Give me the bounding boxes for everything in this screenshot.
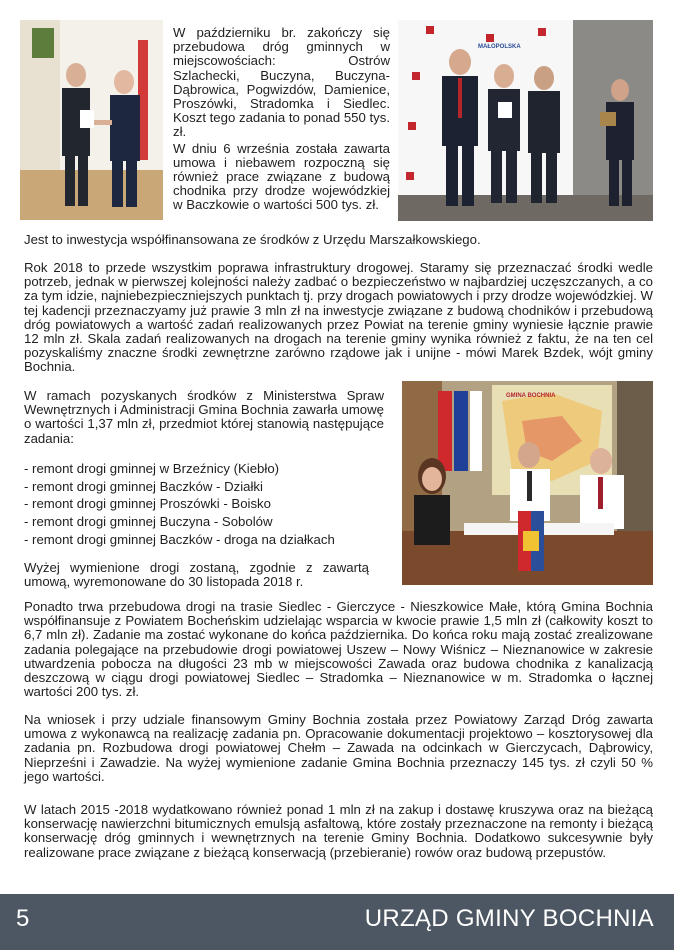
footer-title: URZĄD GMINY BOCHNIA — [364, 905, 654, 932]
paragraph-2018: Rok 2018 to przede wszystkim poprawa infrastruktury drogowej. Staramy się przeznaczać środki wedle potrzeb, jednak w pierwszej kolejności należy zadbać o bezpieczeństwo w najbardziej uczęszczanych, a co za tym idzie, najniebezpieczniejszych punktach tj. przy drogach powiatowych i przy drodze wojewódzkiej. W tej kadencji przeznaczyamy już prawie 3 mln zł na inwestycje związane z budową chodników i przebudową dróg powiatowych a wartość zadań realizowanych przez Powiat na terenie gminy wyniesie łącznie prawie 12 mln zł. Skala zadań realizowanych na drogach na terenie gminy wynika również z faktu, że na ten cel pozyskaliśmy znaczne środki zewnętrzne zarówno rządowe jak i unijne - mówi Marek Bzdek, wójt gminy Bochnia. — [24, 260, 653, 375]
intro-paragraph-2: W dniu 6 września została zawarta umowa i niebawem rozpoczną się również prace związane z budową chodnika przy drodze wojewódzkiej w Baczkowie o wartości 500 tys. zł. — [173, 140, 390, 213]
paragraph-kruszywo: W latach 2015 -2018 wydatkowano również ponad 1 mln zł na zakup i dostawę kruszywa oraz na bieżącą konserwację nawierzchni bitumicznych emulsją asfaltową, które zostały przeznaczone na remonty i bieżącą konserwację dróg gminnych i wewnętrznych na terenie Gminy Bochnia. Dodatkowo sukcesywnie były realizowane prace związane z bieżącą konserwacją (przebieranie) rowów oraz budową przepustów. — [24, 802, 653, 860]
paragraph-pzd: Na wniosek i przy udziale finansowym Gminy Bochnia została przez Powiatowy Zarząd Dróg zawarta umowa z wykonawcą na realizację zadania pn. Opracowanie dokumentacji projektowo – kosztorysowej dla zadania pn. Rozbudowa drogi powiatowej Chełm – Zawada na odcinkach w Gierczycach, Dąbrowicy, Nieprześni i Zawadzie. Na wyżej wymienione zadanie Gmina Bochnia przeznaczy 145 tys. zł czyli 50 % jego wartości. — [24, 712, 653, 784]
mswia-paragraph: W ramach pozyskanych środków z Ministerstwa Spraw Wewnętrznych i Administracji Gmina Bochnia zawarła umowę o wartości 1,37 mln zł, przedmiot której stanowią następujące zadania: — [24, 388, 384, 446]
cofinance-line: Jest to inwestycja współfinansowana ze środków z Urzędu Marszałkowskiego. — [24, 232, 481, 247]
page-number: 5 — [16, 905, 30, 932]
banner-text: MAŁOPOLSKA — [478, 44, 521, 50]
task-item: - remont drogi gminnej Baczków - Działki — [24, 478, 263, 494]
paragraph-siedlec: Ponadto trwa przebudowa drogi na trasie Siedlec - Gierczyce - Nieszkowice Małe, którą Gmina Bochnia współfinansuje z Powiatem Bocheńskim udzielając wsparcia w kwocie prawie 1,5 mln zł (całkowity koszt to 6,7 mln zł). Zadanie ma zostać wykonane do końca października. Do końca roku mają zostać zrealizowane zadania polegające na przebudowie drogi powiatowej Uszew – Nowy Wiśnicz – Nieznanowice w zakresie utwardzenia pobocza na długości 23 mb w miejscowości Zawada oraz budowa chodnika z kanalizacją deszczową w ciągu drogi powiatowej Siedlec – Stradomka – Nieznanowice w m. Stradomka o łącznej wartości 200 tys. zł. — [24, 599, 653, 700]
intro-paragraph-1: W październiku br. zakończy się przebudowa dróg gminnych w miejscowościach: Ostrów Szlachecki, Buczyna, Buczyna-Dąbrowica, Pogwizdów, Damienice, Proszówki, Stradomka i Siedlec. Koszt tego zadania to ponad 550 tys. zł. — [173, 25, 391, 140]
task-item: - remont drogi gminnej w Brzeźnicy (Kiebło) — [24, 460, 280, 476]
task-item: - remont drogi gminnej Buczyna - Sobolów — [24, 514, 273, 530]
map-label: GMINA BOCHNIA — [506, 393, 556, 399]
mswia-closing: Wyżej wymienione drogi zostaną, zgodnie z zawartą umową, wyremonowane do 30 listopada 2018 r. — [24, 559, 369, 589]
footer-bar — [0, 894, 674, 950]
photo-malopolska-group — [398, 20, 653, 221]
photo-signing — [402, 381, 653, 585]
task-item: - remont drogi gminnej Proszówki - Boisko — [24, 496, 271, 512]
task-item: - remont drogi gminnej Baczków - droga na działkach — [24, 532, 335, 547]
photo-handshake — [20, 20, 163, 220]
